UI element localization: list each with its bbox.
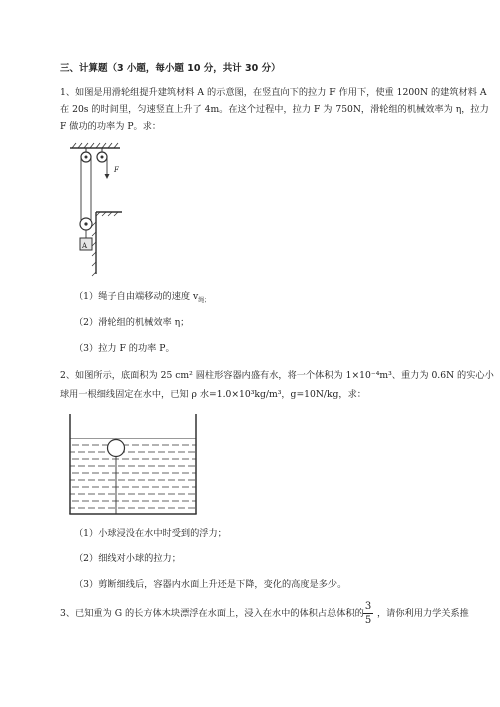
q3-fraction: [362, 601, 374, 626]
pulley-figure: [66, 142, 146, 282]
q1-sub1-text: （1）绳子自由端移动的速度 v: [74, 291, 199, 302]
q3-text-a: 3、已知重为 G 的长方体木块漂浮在水面上，浸入在水中的体积占总体积的: [60, 608, 364, 619]
q2-text-line2: 球用一根细线固定在水中，已知 ρ 水=1.0×10³kg/m³，g=10N/kg，求：: [60, 389, 366, 400]
section-title: 三、计算题（3 小题，每小题 10 分，共计 30 分）: [60, 63, 281, 74]
fig-force-label: F: [114, 166, 119, 174]
q2-text-line1: 2、如图所示，底面积为 25 cm² 圆柱形容器内盛有水，将一个体积为 1×10⁻⁴m³、重力为 0.6N 的实心小: [60, 370, 494, 381]
q1-sub1: [74, 291, 210, 307]
q2-sub1: （1）小球浸没在水中时受到的浮力；: [74, 528, 227, 539]
q3-text-b: ，请你利用力学关系推: [377, 608, 469, 619]
q1-text-line2: 在 20s 的时间里，匀速竖直上升了 4m。在这个过程中，拉力 F 为 750N，滑轮组的机械效率为 η，拉力: [60, 104, 489, 115]
q1-sub2: （2）滑轮组的机械效率 η；: [74, 317, 190, 328]
q1-sub1-subscript: 绳；: [198, 296, 211, 304]
q2-sub3: （3）剪断细线后，容器内水面上升还是下降，变化的高度是多少。: [74, 579, 347, 590]
q3-fraction-bar: [363, 613, 373, 614]
q1-text-line3: F 做功的功率为 P。求：: [60, 121, 162, 132]
container-figure: [68, 410, 208, 520]
q3-fraction-denominator: 5: [364, 615, 372, 626]
q1-text-line1: 1、如图是用滑轮组提升建筑材料 A 的示意图，在竖直向下的拉力 F 作用下，使重 1200N 的建筑材料 A: [60, 87, 487, 98]
fig-block-label: A: [82, 242, 88, 250]
q3-fraction-numerator: 3: [364, 601, 372, 612]
q1-sub3: （3）拉力 F 的功率 P。: [74, 343, 175, 354]
q2-sub2: （2）细线对小球的拉力；: [74, 553, 181, 564]
